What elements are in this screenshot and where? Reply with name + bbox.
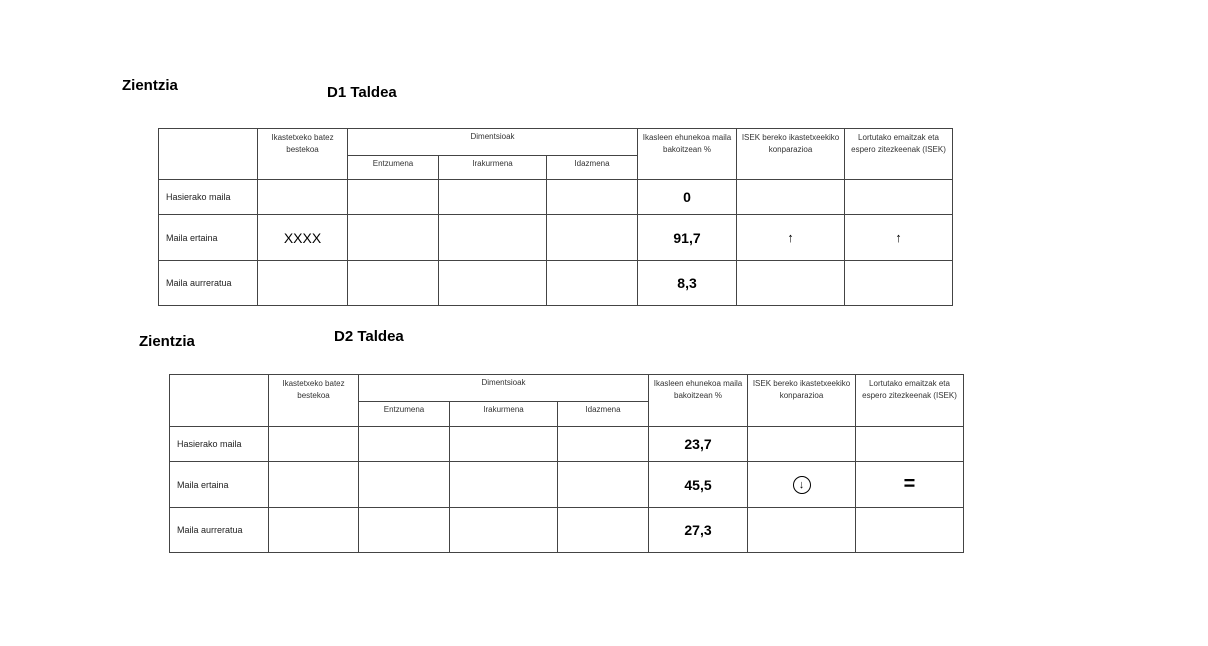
percent-cell: 27,3: [649, 508, 748, 553]
mean-cell: [269, 508, 359, 553]
percent-cell: 45,5: [649, 462, 748, 508]
reading-cell: [439, 215, 547, 261]
header-isek-compare: ISEK bereko ikastetxeekiko konparazioa: [737, 129, 845, 180]
header-percent: Ikasleen ehunekoa maila bakoitzean %: [638, 129, 737, 180]
writing-cell: [547, 215, 638, 261]
header-writing: Idazmena: [547, 156, 638, 180]
group-title-2: D2 Taldea: [334, 328, 404, 345]
results-table-2: [169, 374, 964, 553]
listening-cell: [359, 462, 450, 508]
compare-cell: [748, 462, 856, 508]
header-reading: Irakurmena: [450, 402, 558, 427]
compare-cell: [737, 261, 845, 306]
circled-down-arrow-icon: ↓: [793, 476, 811, 494]
header-listening: Entzumena: [348, 156, 439, 180]
table-row: [159, 215, 953, 261]
header-isek-compare: ISEK bereko ikastetxeekiko konparazioa: [748, 375, 856, 427]
expected-cell: [845, 180, 953, 215]
reading-cell: [450, 462, 558, 508]
percent-cell: 0: [638, 180, 737, 215]
table-row: [159, 261, 953, 306]
table-row: [170, 427, 964, 462]
up-arrow-icon: ↑: [845, 215, 953, 261]
corner-cell: [170, 375, 269, 427]
writing-cell: [558, 427, 649, 462]
header-expected: Lortutako emaitzak eta espero zitezkeenak (ISEK): [845, 129, 953, 180]
reading-cell: [450, 427, 558, 462]
header-school-mean: Ikastetxeko batez bestekoa: [269, 375, 359, 427]
header-expected: Lortutako emaitzak eta espero zitezkeenak (ISEK): [856, 375, 964, 427]
writing-cell: [547, 180, 638, 215]
header-writing: Idazmena: [558, 402, 649, 427]
listening-cell: [359, 427, 450, 462]
compare-cell: [737, 180, 845, 215]
percent-cell: 91,7: [638, 215, 737, 261]
listening-cell: [348, 215, 439, 261]
expected-cell: [845, 261, 953, 306]
mean-cell: [269, 427, 359, 462]
header-reading: Irakurmena: [439, 156, 547, 180]
mean-cell: XXXX: [258, 215, 348, 261]
listening-cell: [348, 261, 439, 306]
row-label: Maila ertaina: [159, 215, 258, 261]
writing-cell: [547, 261, 638, 306]
header-school-mean: Ikastetxeko batez bestekoa: [258, 129, 348, 180]
table-row: [159, 180, 953, 215]
row-label: Hasierako maila: [170, 427, 269, 462]
listening-cell: [348, 180, 439, 215]
expected-cell: [856, 508, 964, 553]
header-dimensions: Dimentsioak: [348, 129, 638, 156]
mean-cell: [258, 180, 348, 215]
header-listening: Entzumena: [359, 402, 450, 427]
listening-cell: [359, 508, 450, 553]
subject-title-1: Zientzia: [122, 77, 178, 94]
writing-cell: [558, 462, 649, 508]
group-title-1: D1 Taldea: [327, 84, 397, 101]
equals-icon: =: [856, 462, 964, 508]
percent-cell: 8,3: [638, 261, 737, 306]
up-arrow-icon: ↑: [737, 215, 845, 261]
mean-cell: [269, 462, 359, 508]
writing-cell: [558, 508, 649, 553]
row-label: Hasierako maila: [159, 180, 258, 215]
results-table-1: [158, 128, 953, 306]
reading-cell: [439, 180, 547, 215]
reading-cell: [439, 261, 547, 306]
percent-cell: 23,7: [649, 427, 748, 462]
header-percent: Ikasleen ehunekoa maila bakoitzean %: [649, 375, 748, 427]
compare-cell: [748, 427, 856, 462]
corner-cell: [159, 129, 258, 180]
row-label: Maila aurreratua: [170, 508, 269, 553]
table-row: [170, 462, 964, 508]
table-row: [170, 508, 964, 553]
expected-cell: [856, 427, 964, 462]
reading-cell: [450, 508, 558, 553]
header-dimensions: Dimentsioak: [359, 375, 649, 402]
mean-cell: [258, 261, 348, 306]
subject-title-2: Zientzia: [139, 333, 195, 350]
row-label: Maila ertaina: [170, 462, 269, 508]
compare-cell: [748, 508, 856, 553]
row-label: Maila aurreratua: [159, 261, 258, 306]
